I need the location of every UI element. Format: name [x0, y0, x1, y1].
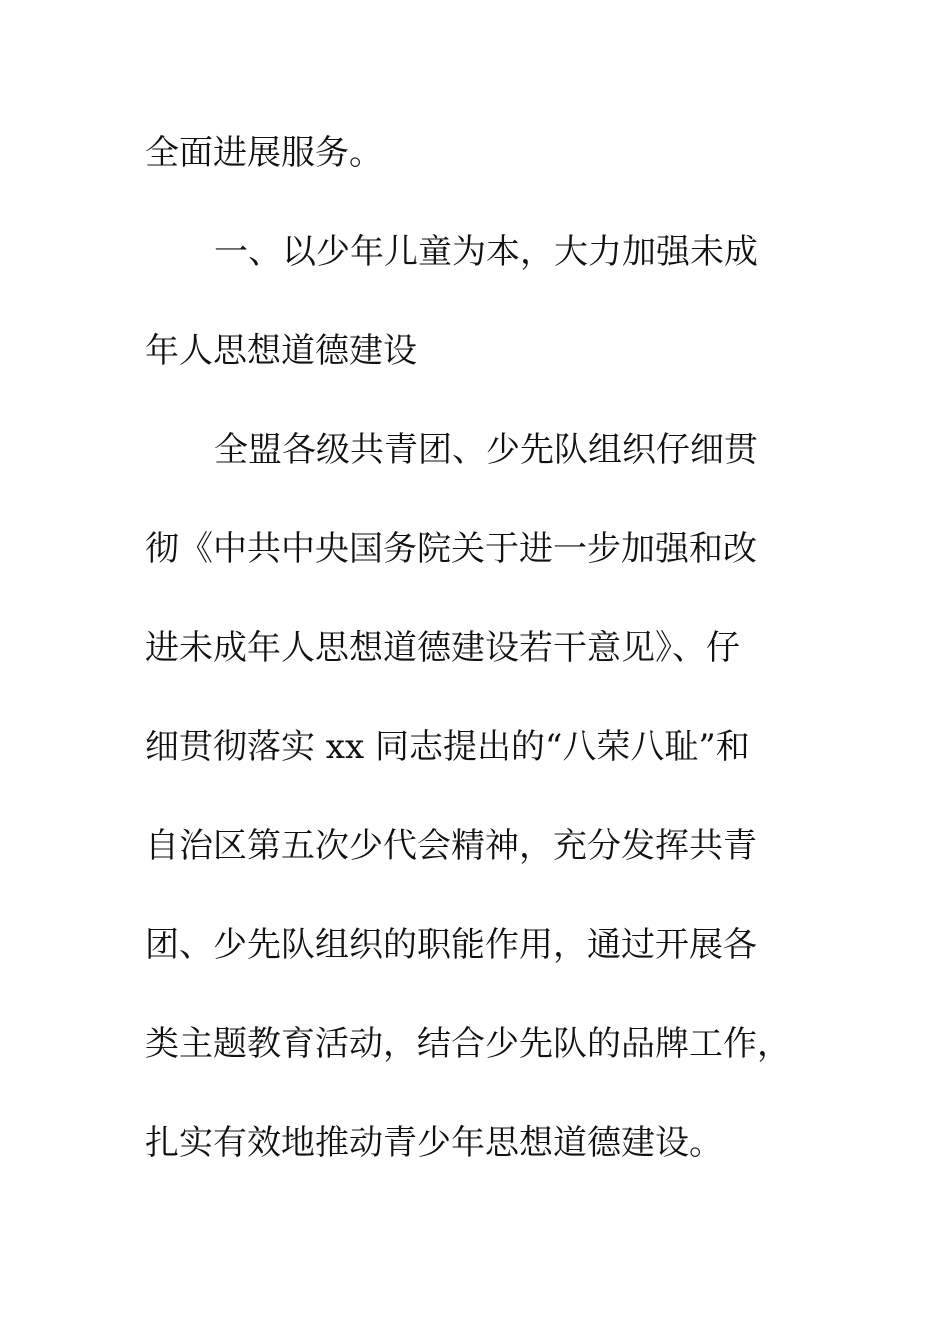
section-heading-line: 年人思想道德建设: [145, 331, 417, 371]
text-line: 自治区第五次少代会精神，充分发挥共青: [145, 826, 757, 866]
text-line: 全面进展服务。: [145, 133, 383, 173]
text-line: 扎实有效地推动青少年思想道德建设。: [145, 1123, 723, 1163]
text-line: 全盟各级共青团、少先队组织仔细贯: [214, 430, 758, 470]
text-line: 团、少先队组织的职能作用，通过开展各: [145, 925, 757, 965]
text-line: 细贯彻落实 xx 同志提出的“八荣八耻”和: [145, 727, 750, 767]
text-line: 类主题教育活动，结合少先队的品牌工作，: [145, 1024, 791, 1064]
text-line: 彻《中共中央国务院关于进一步加强和改: [145, 529, 757, 569]
section-heading-line: 一、以少年儿童为本，大力加强未成: [214, 232, 758, 272]
text-line: 进未成年人思想道德建设若干意见》、仔: [145, 628, 740, 668]
body-text: [145, 127, 805, 1216]
